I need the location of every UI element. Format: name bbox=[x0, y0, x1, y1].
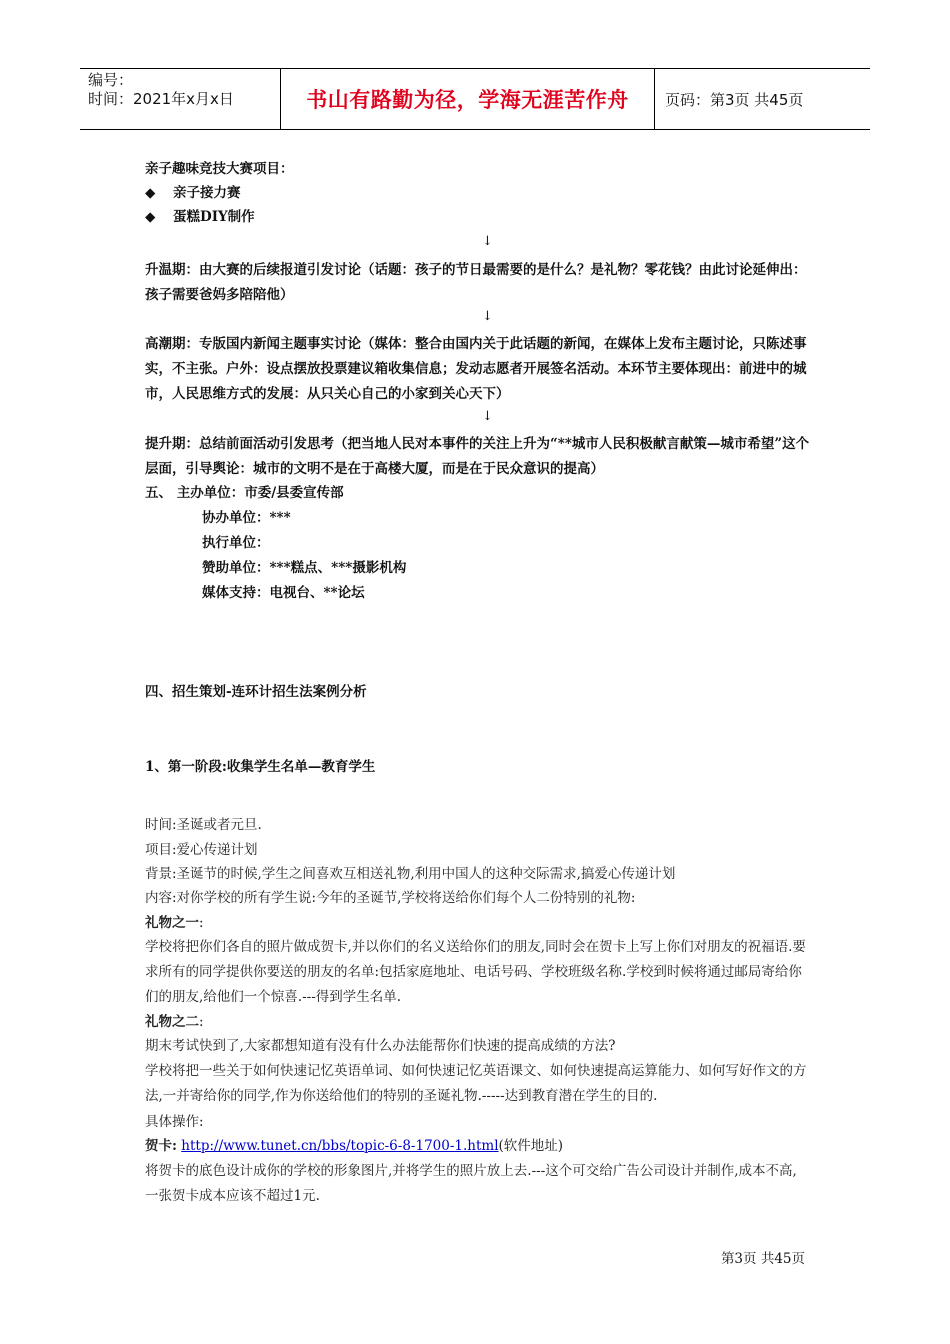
gift1-paragraph: 学校将把你们各自的照片做成贺卡,并以你们的名义送给你们的朋友,同时会在贺卡上写上你们对朋友的祝福语.要求所有的同学提供你要送的朋友的名单:包括家庭地址、电话号码、学校班级名称.学校到时候将通过邮局寄给你们的朋友,给他们一个惊喜.---得到学生名单. bbox=[145, 939, 806, 1005]
header-left-cell bbox=[80, 69, 281, 129]
motto: 书山有路勤为径，学海无涯苦作舟 bbox=[281, 69, 655, 129]
down-arrow-icon: ↓ bbox=[482, 409, 493, 424]
rise-paragraph: 提升期：总结前面活动引发思考（把当地人民对本事件的关注上升为“**城市人民积极献言献策—城市希望”这个层面，引导舆论：城市的文明不是在于高楼大厦，而是在于民众意识的提高） bbox=[145, 436, 810, 477]
card-paragraph: 将贺卡的底色设计成你的学校的形象图片,并将学生的照片放上去.---这个可交给广告公司设计并制作,成本不高,一张贺卡成本应该不超过1元. bbox=[145, 1163, 797, 1204]
section-title: 四、招生策划-连环计招生法案例分析 bbox=[145, 684, 367, 700]
down-arrow-icon: ↓ bbox=[482, 309, 493, 324]
gift2-paragraph: 学校将把一些关于如何快速记忆英语单词、如何快速记忆英语课文、如何快速提高运算能力、如何写好作文的方法,一并寄给你的同学,作为你送给他们的特别的圣诞礼物.-----达到教育潜在学生的目的. bbox=[145, 1063, 807, 1104]
gift2-question: 期末考试快到了,大家都想知道有没有什么办法能帮你们快速的提高成绩的方法? bbox=[145, 1038, 616, 1054]
co-organizer: 协办单位：*** bbox=[202, 510, 291, 526]
time-line: 时间:圣诞或者元旦. bbox=[145, 817, 262, 833]
gift1-heading: 礼物之一: bbox=[145, 915, 204, 931]
software-link[interactable]: http://www.tunet.cn/bbs/topic-6-8-1700-1.html bbox=[181, 1138, 499, 1154]
page-header bbox=[80, 68, 870, 130]
content-line: 内容:对你学校的所有学生说:今年的圣诞节,学校将送给你们每个人二份特别的礼物: bbox=[145, 890, 636, 906]
warmup-paragraph: 升温期：由大赛的后续报道引发讨论（话题：孩子的节日最需要的是什么？是礼物？零花钱？由此讨论延伸出：孩子需要爸妈多陪陪他） bbox=[145, 262, 807, 303]
background-line: 背景:圣诞节的时候,学生之间喜欢互相送礼物,利用中国人的这种交际需求,搞爱心传递计划 bbox=[145, 866, 676, 882]
diamond-bullet-icon: ◆ bbox=[145, 209, 156, 225]
media-support: 媒体支持：电视台、**论坛 bbox=[202, 585, 365, 601]
page-footer: 第3页 共45页 bbox=[720, 1251, 805, 1267]
page-label: 页码：第3页 共45页 bbox=[665, 90, 804, 109]
bullet-item: ◆ 蛋糕DIY制作 bbox=[145, 205, 810, 230]
sponsor: 赞助单位：***糕点、***摄影机构 bbox=[202, 560, 407, 576]
number-label: 编号： bbox=[88, 71, 134, 89]
project-line: 项目:爱心传递计划 bbox=[145, 842, 258, 858]
down-arrow-icon: ↓ bbox=[482, 234, 493, 249]
time-label: 时间：2021年x月x日 bbox=[88, 90, 234, 108]
executor: 执行单位： bbox=[202, 535, 270, 551]
stage-title: 1、第一阶段:收集学生名单—教育学生 bbox=[145, 759, 376, 775]
diamond-bullet-icon: ◆ bbox=[145, 185, 156, 201]
contest-title: 亲子趣味竞技大赛项目： bbox=[145, 161, 294, 177]
organizer: 五、 主办单位：市委/县委宣传部 bbox=[145, 485, 344, 501]
gift2-heading: 礼物之二: bbox=[145, 1014, 204, 1030]
bullet-item: ◆ 亲子接力赛 bbox=[145, 181, 810, 206]
operation-label: 具体操作: bbox=[145, 1114, 204, 1130]
card-line: 贺卡: http://www.tunet.cn/bbs/topic-6-8-1700-1.html(软件地址) bbox=[145, 1138, 564, 1154]
peak-paragraph: 高潮期：专版国内新闻主题事实讨论（媒体：整合由国内关于此话题的新闻，在媒体上发布主题讨论，只陈述事实，不主张。户外：设点摆放投票建议箱收集信息；发动志愿者开展签名活动。本环节主要体现出：前进中的城市，人民思维方式的发展：从只关心自己的小家到关心天下） bbox=[145, 336, 807, 402]
